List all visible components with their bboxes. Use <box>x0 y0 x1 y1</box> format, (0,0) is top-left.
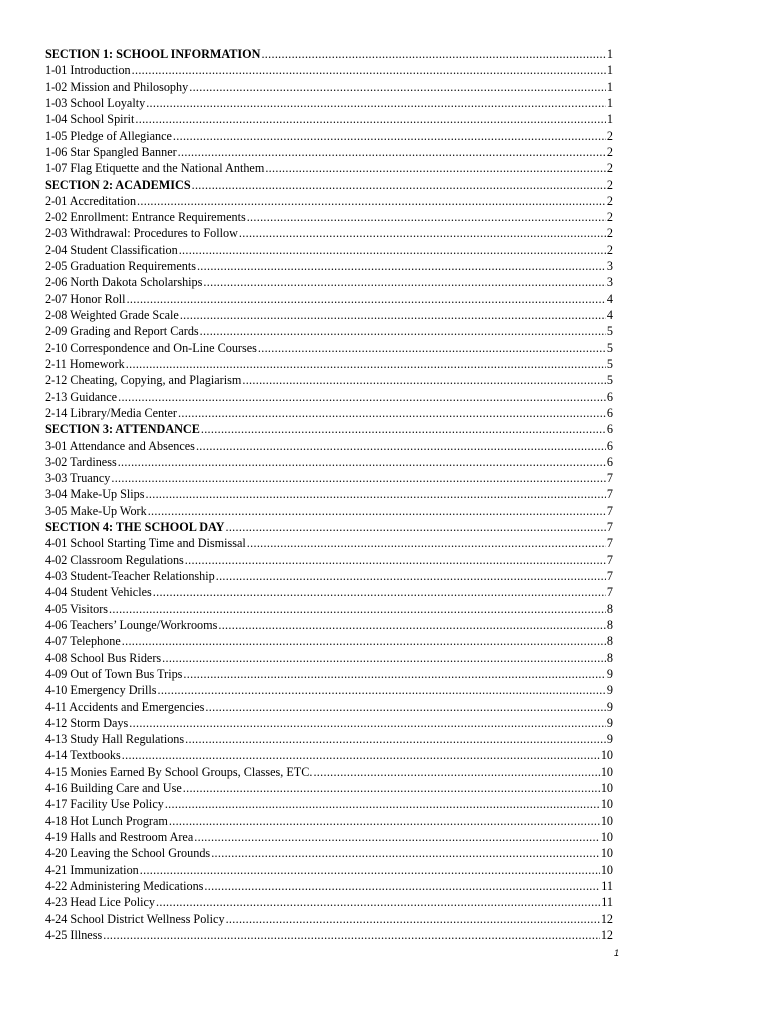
toc-entry-page: 2 <box>606 193 613 208</box>
toc-entry-page: 8 <box>606 601 613 616</box>
toc-entry-page: 9 <box>606 666 613 681</box>
dot-leader <box>261 46 605 62</box>
toc-entry-page: 10 <box>600 781 613 796</box>
toc-entry-title: 4-12 Storm Days <box>45 715 129 730</box>
dot-leader <box>196 438 606 454</box>
toc-entry-page: 6 <box>606 454 613 469</box>
toc-entry-title: 4-08 School Bus Riders <box>45 650 162 665</box>
toc-entry <box>45 323 613 339</box>
toc-entry-title: 4-16 Building Care and Use <box>45 781 182 796</box>
toc-entry-page: 10 <box>600 813 613 828</box>
toc-entry-page: 1 <box>606 47 613 61</box>
toc-entry-title: 3-01 Attendance and Absences <box>45 438 195 453</box>
dot-leader <box>204 878 600 894</box>
dot-leader <box>180 307 606 323</box>
dot-leader <box>153 584 606 600</box>
toc-entry-title: 3-04 Make-Up Slips <box>45 487 145 502</box>
toc-entry-page: 8 <box>606 634 613 649</box>
dot-leader <box>185 731 606 747</box>
dot-leader <box>226 911 600 927</box>
toc-entry-page: 7 <box>606 487 613 502</box>
toc-entry-page: 7 <box>606 520 613 535</box>
toc-entry-page: 7 <box>606 552 613 567</box>
toc-entry-page: 12 <box>600 911 613 926</box>
dot-leader <box>129 715 606 731</box>
toc-entry-title: 3-02 Tardiness <box>45 454 117 469</box>
toc-entry-page: 9 <box>606 683 613 698</box>
dot-leader <box>247 209 606 225</box>
toc-entry-title: 1-04 School Spirit <box>45 112 135 127</box>
toc-entry-page: 5 <box>606 340 613 355</box>
toc-entry <box>45 731 613 747</box>
toc-entry-page: 3 <box>606 259 613 274</box>
toc-entry-title: 2-02 Enrollment: Entrance Requirements <box>45 210 246 225</box>
toc-entry <box>45 160 613 176</box>
toc-entry <box>45 715 613 731</box>
toc-entry-page: 10 <box>600 797 613 812</box>
toc-entry <box>45 128 613 144</box>
toc-entry-title: 4-17 Facility Use Policy <box>45 797 164 812</box>
toc-entry <box>45 144 613 160</box>
dot-leader <box>211 845 600 861</box>
dot-leader <box>201 421 606 437</box>
toc-entry-page: 3 <box>606 275 613 290</box>
dot-leader <box>146 486 606 502</box>
toc-entry <box>45 927 613 943</box>
toc-entry-page: 10 <box>600 830 613 844</box>
toc-entry <box>45 666 613 682</box>
table-of-contents <box>45 46 613 943</box>
toc-entry <box>45 307 613 323</box>
toc-entry-page: 9 <box>606 732 613 747</box>
dot-leader <box>140 862 600 878</box>
toc-entry <box>45 764 613 780</box>
toc-section-heading <box>45 519 613 535</box>
toc-entry <box>45 845 613 861</box>
toc-entry-title: 4-01 School Starting Time and Dismissal <box>45 536 246 551</box>
toc-entry <box>45 633 613 649</box>
toc-entry <box>45 829 613 845</box>
toc-entry-title: SECTION 1: SCHOOL INFORMATION <box>45 47 261 61</box>
toc-entry <box>45 389 613 405</box>
dot-leader <box>132 62 606 78</box>
toc-entry <box>45 193 613 209</box>
dot-leader <box>178 144 606 160</box>
toc-entry <box>45 617 613 633</box>
toc-entry-title: SECTION 2: ACADEMICS <box>45 177 191 192</box>
toc-entry-title: 2-07 Honor Roll <box>45 291 126 306</box>
toc-entry-page: 6 <box>606 389 613 404</box>
dot-leader <box>183 666 605 682</box>
toc-entry-title: 2-11 Homework <box>45 356 125 371</box>
dot-leader <box>127 291 606 307</box>
toc-entry-page: 7 <box>606 503 613 518</box>
toc-entry-title: 4-20 Leaving the School Grounds <box>45 846 211 861</box>
toc-entry <box>45 340 613 356</box>
toc-entry-page: 10 <box>600 764 613 779</box>
toc-entry-page: 10 <box>600 862 613 877</box>
toc-entry <box>45 894 613 910</box>
dot-leader <box>173 128 606 144</box>
dot-leader <box>135 111 606 127</box>
dot-leader <box>111 470 606 486</box>
dot-leader <box>126 356 606 372</box>
toc-entry <box>45 95 613 111</box>
toc-entry-title: 2-05 Graduation Requirements <box>45 259 196 274</box>
toc-entry-title: 4-13 Study Hall Regulations <box>45 732 185 747</box>
toc-entry-page: 2 <box>606 177 613 192</box>
dot-leader <box>197 258 606 274</box>
toc-entry-page: 5 <box>606 324 613 339</box>
toc-entry <box>45 535 613 551</box>
toc-entry-title: 3-03 Truancy <box>45 471 111 486</box>
dot-leader <box>169 813 600 829</box>
toc-entry <box>45 813 613 829</box>
toc-entry <box>45 862 613 878</box>
toc-entry <box>45 470 613 486</box>
toc-entry <box>45 438 613 454</box>
dot-leader <box>183 780 600 796</box>
dot-leader <box>205 699 606 715</box>
toc-entry-title: 4-10 Emergency Drills <box>45 683 157 698</box>
toc-entry-title: 2-04 Student Classification <box>45 242 178 257</box>
dot-leader <box>200 323 606 339</box>
toc-entry-title: 4-07 Telephone <box>45 634 121 649</box>
toc-entry-page: 7 <box>606 569 613 583</box>
toc-entry <box>45 274 613 290</box>
toc-entry-page: 2 <box>606 128 613 143</box>
dot-leader <box>118 389 606 405</box>
toc-entry <box>45 258 613 274</box>
toc-entry <box>45 911 613 927</box>
toc-entry-page: 8 <box>606 617 613 632</box>
toc-entry <box>45 568 613 584</box>
toc-entry-page: 6 <box>606 405 613 420</box>
toc-entry-page: 1 <box>606 95 613 110</box>
dot-leader <box>242 372 606 388</box>
dot-leader <box>137 193 606 209</box>
dot-leader <box>247 535 606 551</box>
toc-entry-title: 2-13 Guidance <box>45 389 118 404</box>
toc-section-heading <box>45 177 613 193</box>
toc-entry-title: 4-18 Hot Lunch Program <box>45 813 168 828</box>
toc-entry-title: 4-06 Teachers’ Lounge/Workrooms <box>45 617 218 632</box>
toc-entry-title: 1-06 Star Spangled Banner <box>45 144 177 159</box>
dot-leader <box>239 225 606 241</box>
toc-entry-page: 1 <box>606 112 613 127</box>
toc-entry <box>45 372 613 388</box>
dot-leader <box>179 242 606 258</box>
toc-entry-page: 1 <box>606 79 613 94</box>
toc-entry <box>45 796 613 812</box>
toc-entry-title: 2-12 Cheating, Copying, and Plagiarism <box>45 373 242 388</box>
dot-leader <box>146 95 606 111</box>
toc-entry-page: 5 <box>606 356 613 371</box>
toc-entry <box>45 584 613 600</box>
toc-entry-page: 9 <box>606 699 613 714</box>
dot-leader <box>203 274 606 290</box>
toc-entry-title: 4-02 Classroom Regulations <box>45 552 184 567</box>
dot-leader <box>216 568 606 584</box>
toc-entry-title: 4-21 Immunization <box>45 862 139 877</box>
toc-entry-page: 7 <box>606 471 613 486</box>
dot-leader <box>192 177 606 193</box>
toc-entry-title: 1-01 Introduction <box>45 63 131 78</box>
toc-entry-title: 2-06 North Dakota Scholarships <box>45 275 203 290</box>
toc-entry <box>45 291 613 307</box>
toc-entry-page: 6 <box>606 438 613 453</box>
toc-entry-page: 9 <box>606 715 613 730</box>
toc-entry <box>45 650 613 666</box>
toc-entry-page: 4 <box>606 308 613 322</box>
toc-entry <box>45 552 613 568</box>
toc-entry <box>45 111 613 127</box>
dot-leader <box>258 340 606 356</box>
dot-leader <box>189 79 606 95</box>
toc-entry-title: 4-25 Illness <box>45 927 103 942</box>
toc-entry-title: 1-03 School Loyalty <box>45 95 146 110</box>
dot-leader <box>109 601 606 617</box>
toc-entry-title: 2-14 Library/Media Center <box>45 405 177 420</box>
toc-entry <box>45 747 613 763</box>
toc-entry-title: 2-08 Weighted Grade Scale <box>45 308 179 322</box>
toc-entry <box>45 405 613 421</box>
toc-entry-title: 4-19 Halls and Restroom Area <box>45 830 194 844</box>
toc-entry-title: 4-09 Out of Town Bus Trips <box>45 666 183 681</box>
toc-entry-title: 4-24 School District Wellness Policy <box>45 911 225 926</box>
toc-entry-page: 2 <box>606 226 613 241</box>
dot-leader <box>103 927 600 943</box>
toc-entry-page: 11 <box>601 878 613 893</box>
toc-entry <box>45 209 613 225</box>
toc-entry <box>45 242 613 258</box>
toc-entry-title: 2-09 Grading and Report Cards <box>45 324 199 339</box>
toc-entry-page: 1 <box>606 63 613 78</box>
toc-entry <box>45 356 613 372</box>
toc-entry-title: 4-15 Monies Earned By School Groups, Classes, ETC. <box>45 764 313 779</box>
dot-leader <box>194 829 600 845</box>
toc-entry-page: 10 <box>600 846 613 861</box>
dot-leader <box>118 454 606 470</box>
toc-entry-page: 12 <box>600 927 613 942</box>
toc-entry-page: 2 <box>606 242 613 257</box>
dot-leader <box>156 894 600 910</box>
toc-entry <box>45 62 613 78</box>
toc-entry-title: SECTION 4: THE SCHOOL DAY <box>45 520 225 535</box>
toc-entry-page: 11 <box>601 895 613 910</box>
toc-entry <box>45 486 613 502</box>
toc-entry-title: 2-01 Accreditation <box>45 193 137 208</box>
toc-entry-title: SECTION 3: ATTENDANCE <box>45 422 200 437</box>
toc-entry-page: 10 <box>600 748 613 763</box>
toc-section-heading <box>45 46 613 62</box>
toc-entry-title: 4-04 Student Vehicles <box>45 585 152 600</box>
toc-entry-page: 7 <box>606 585 613 600</box>
dot-leader <box>185 552 606 568</box>
toc-entry <box>45 225 613 241</box>
toc-entry-page: 2 <box>606 161 613 176</box>
dot-leader <box>162 650 606 666</box>
toc-entry <box>45 878 613 894</box>
toc-entry-page: 5 <box>606 373 613 388</box>
toc-entry-title: 4-11 Accidents and Emergencies <box>45 699 205 714</box>
toc-entry-title: 4-05 Visitors <box>45 601 109 616</box>
dot-leader <box>165 796 600 812</box>
dot-leader <box>178 405 606 421</box>
toc-entry-page: 2 <box>606 144 613 159</box>
toc-entry-title: 1-07 Flag Etiquette and the National Anthem <box>45 161 265 176</box>
dot-leader <box>313 764 599 780</box>
toc-entry <box>45 601 613 617</box>
toc-entry <box>45 699 613 715</box>
dot-leader <box>148 503 606 519</box>
toc-entry-title: 4-23 Head Lice Policy <box>45 895 155 910</box>
toc-entry-title: 4-14 Textbooks <box>45 748 121 763</box>
toc-entry-title: 4-03 Student-Teacher Relationship <box>45 569 215 583</box>
toc-entry-page: 2 <box>606 210 613 225</box>
toc-entry <box>45 79 613 95</box>
dot-leader <box>122 633 606 649</box>
dot-leader <box>265 160 606 176</box>
toc-entry <box>45 780 613 796</box>
toc-entry-page: 8 <box>606 650 613 665</box>
toc-entry-title: 1-02 Mission and Philosophy <box>45 79 189 94</box>
toc-entry <box>45 682 613 698</box>
toc-section-heading <box>45 421 613 437</box>
toc-entry-page: 6 <box>606 422 613 437</box>
toc-entry-title: 3-05 Make-Up Work <box>45 503 147 518</box>
toc-entry-title: 4-22 Administering Medications <box>45 878 204 893</box>
page-number: 1 <box>614 948 620 958</box>
toc-entry-title: 1-05 Pledge of Allegiance <box>45 128 172 143</box>
toc-entry-title: 2-03 Withdrawal: Procedures to Follow <box>45 226 238 241</box>
dot-leader <box>122 747 600 763</box>
toc-entry-page: 7 <box>606 536 613 551</box>
toc-entry <box>45 454 613 470</box>
dot-leader <box>157 682 605 698</box>
dot-leader <box>225 519 605 535</box>
toc-entry-title: 2-10 Correspondence and On-Line Courses <box>45 340 257 355</box>
toc-entry-page: 4 <box>606 291 613 306</box>
dot-leader <box>218 617 606 633</box>
toc-entry <box>45 503 613 519</box>
